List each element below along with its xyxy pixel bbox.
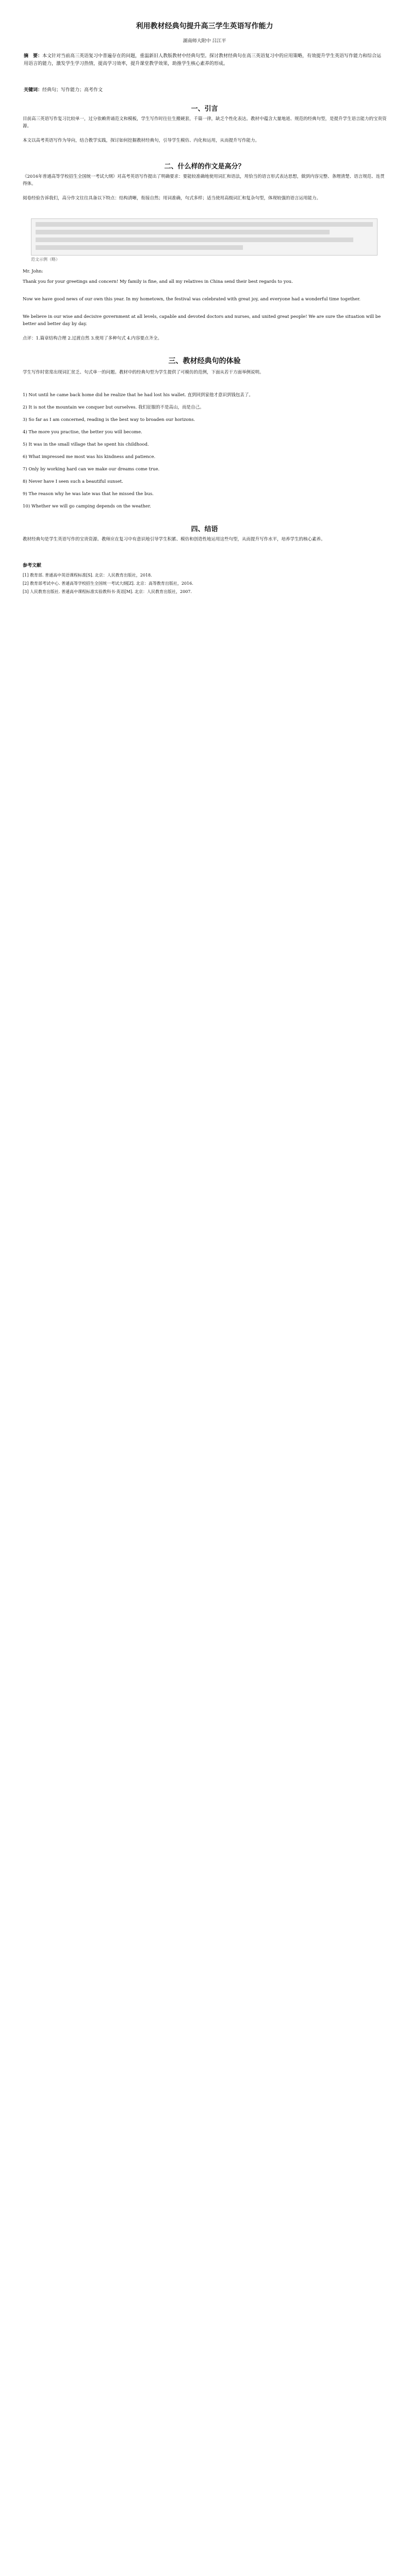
sample-essay-image (31, 218, 378, 256)
abstract-text: 本文针对当前高三英语复习中普遍存在的问题，重温新旧人教版教材中经典句型。探讨教材经典句在高三英语复习中的应用策略，有效提升学生英语写作能力和综合运用语言的能力，激发学生学习热情，提高学习效率，提升课堂教学效果，助推学生核心素养的形成。 (24, 54, 382, 66)
letter-paragraph: We believe in our wise and decisive government at all levels, capable and devoted doctors and nurses, and united great people! We are sure the situation will be better and better day by day. (23, 314, 381, 327)
example-sentence: 2) It is not the mountain we conquer but ourselves. 我们征服的不是高山，而是自己。 (23, 405, 204, 410)
abstract (24, 53, 385, 68)
conclusion-paragraph: 教材经典句是学生英语写作的宝贵资源。教师应在复习中有意识地引导学生积累、模仿和创造性地运用这些句型，从而提升写作水平，培养学生的核心素养。 (23, 537, 325, 542)
intro-paragraph: 本文以高考英语写作为导向，结合教学实践，探讨如何挖掘教材经典句，引导学生模仿、内化和运用，从而提升写作能力。 (23, 138, 260, 143)
example-sentence: 7) Only by working hard can we make our dreams come true. (23, 467, 160, 472)
example-sentence: 5) It was in the small village that he spent his childhood. (23, 442, 149, 447)
letter-note: 点评：1.篇章结构合理 2.过渡自然 3.使用了多种句式 4.内容要点齐全。 (23, 336, 162, 341)
example-sentence: 10) Whether we will go camping depends on the weather. (23, 504, 151, 509)
keywords (24, 87, 385, 94)
reference-item: [2] 教育部考试中心. 普通高等学校招生全国统一考试大纲[Z]. 北京：高等教育出版社，2016. (23, 581, 193, 586)
example-sentence: 8) Never have I seen such a beautiful sunset. (23, 479, 123, 484)
experience-paragraph: 学生写作时常常出现词汇贫乏、句式单一的问题。教材中的经典句型为学生提供了可模仿的范例，下面从若干方面举例说明。 (23, 370, 264, 375)
example-sentence: 9) The reason why he was late was that he missed the bus. (23, 492, 154, 497)
section-heading-experience: 三、教材经典句的体验 (168, 357, 241, 365)
section-heading-conclusion: 四、结语 (191, 526, 218, 533)
image-caption: 范文示例（略） (31, 257, 60, 262)
example-sentence: 1) Not until he came back home did he realize that he had lost his wallet. 直到回到家他才意识到钱包丢了。 (23, 393, 253, 398)
letter-salutation: Mr. John: (23, 269, 43, 274)
example-sentence: 3) So far as I am concerned, reading is the best way to broaden our horizons. (23, 417, 195, 422)
high-score-paragraph: 阅卷经验告诉我们，高分作文往往具备以下特点：结构清晰，衔接自然；用词准确，句式多样；适当使用高级词汇和复杂句型，体现较强的语言运用能力。 (23, 196, 321, 201)
intro-paragraph: 目前高三英语写作复习比较单一，过分依赖背诵范文和模板，学生写作时往往生搬硬套，千篇一律，缺乏个性化表达。教材中蕴含大量地道、规范的经典句型，是提升学生语言能力的宝贵资源。 (23, 116, 387, 129)
example-sentence: 6) What impressed me most was his kindness and patience. (23, 454, 156, 460)
abstract-label: 摘 要： (24, 54, 43, 59)
reference-item: [1] 教育部. 普通高中英语课程标准[S]. 北京：人民教育出版社，2018. (23, 573, 152, 578)
letter-paragraph: Now we have good news of our own this year. In my hometown, the festival was celebrated with great joy, and everyone had a wonderful time together. (23, 297, 361, 302)
keywords-text: 经典句；写作能力；高考作文 (42, 88, 103, 93)
keywords-label: 关键词： (24, 88, 43, 93)
high-score-paragraph: 《2016年普通高等学校招生全国统一考试大纲》对高考英语写作提出了明确要求：要能较准确地使用词汇和语法，用恰当的语言形式表达思想，做到内容完整、条理清楚、语言规范、连贯得体。 (23, 174, 385, 187)
letter-paragraph: Thank you for your greetings and concern! My family is fine, and all my relatives in China send their best regards to you. (23, 279, 293, 284)
references-title: 参考文献 (23, 563, 42, 568)
author-line: 湖南师大附中 吕江平 (183, 39, 226, 44)
reference-item: [3] 人民教育出版社. 普通高中课程标准实验教科书·英语[M]. 北京：人民教育出版社，2007. (23, 589, 192, 594)
section-heading-high-score: 二、什么样的作文是高分？ (164, 163, 245, 171)
section-heading-intro: 一、引言 (191, 105, 218, 113)
page-title: 利用教材经典句提升高三学生英语写作能力 (136, 22, 273, 30)
example-sentence: 4) The more you practise, the better you will become. (23, 430, 142, 435)
